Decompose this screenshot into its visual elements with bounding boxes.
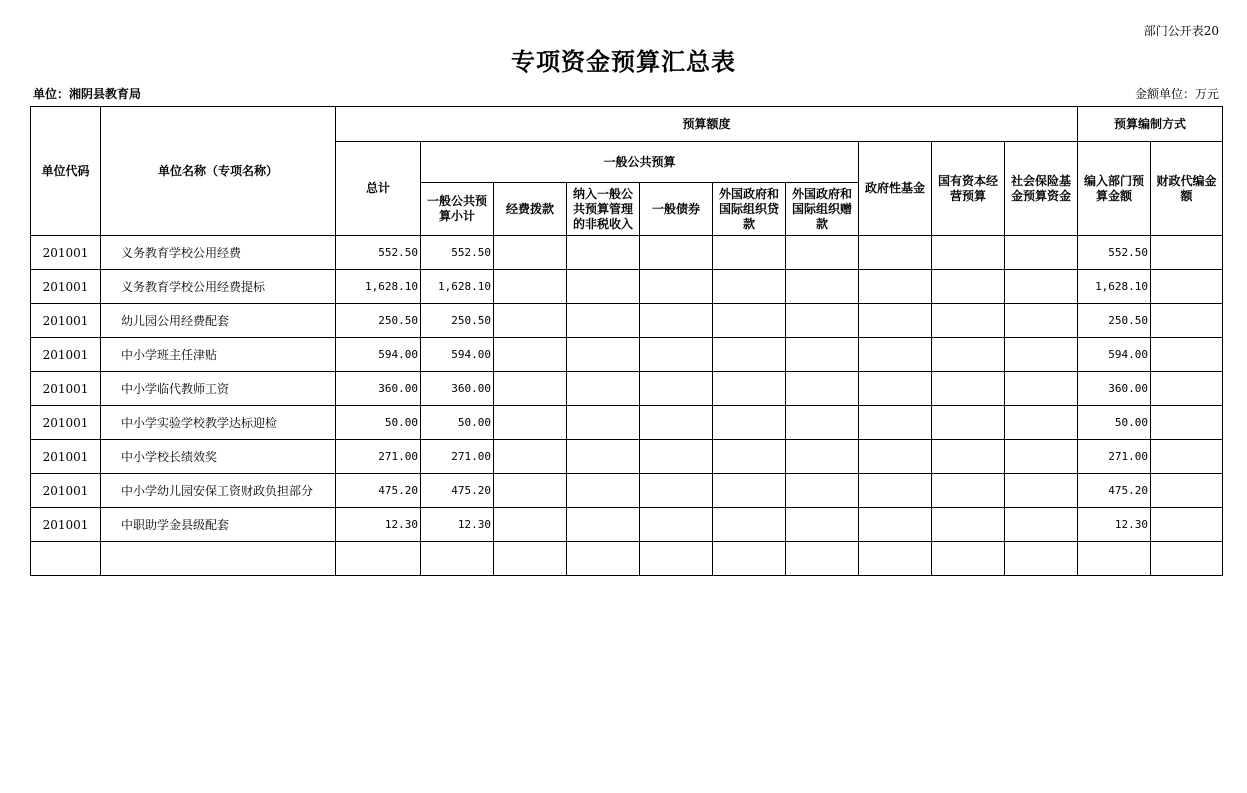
table-row [31, 406, 1223, 440]
cell-funds [494, 440, 567, 474]
cell-social-security [1005, 270, 1078, 304]
cell-code: 201001 [31, 372, 101, 406]
col-total: 总计 [336, 142, 421, 236]
cell-foreign-grants [786, 474, 859, 508]
cell-total: 12.30 [336, 508, 421, 542]
cell-foreign-grants [786, 338, 859, 372]
cell-social-security [1005, 372, 1078, 406]
cell-name: 中小学幼儿园安保工资财政负担部分 [101, 474, 336, 508]
cell-gov-fund [859, 440, 932, 474]
cell-foreign-grants [786, 270, 859, 304]
col-general-public: 一般公共预算 [421, 142, 859, 183]
cell-funds [494, 406, 567, 440]
cell-subtotal: 1,628.10 [421, 270, 494, 304]
cell-dept-budget: 1,628.10 [1078, 270, 1151, 304]
cell-general-debt [640, 474, 713, 508]
cell-subtotal: 475.20 [421, 474, 494, 508]
cell-social-security [1005, 406, 1078, 440]
budget-table [30, 106, 1223, 576]
cell-code: 201001 [31, 270, 101, 304]
cell-total: 360.00 [336, 372, 421, 406]
cell-gov-fund [859, 236, 932, 270]
cell-name: 义务教育学校公用经费提标 [101, 270, 336, 304]
cell-code: 201001 [31, 474, 101, 508]
table-row [31, 304, 1223, 338]
cell-non-tax [567, 508, 640, 542]
cell-general-debt [640, 406, 713, 440]
unit-label: 单位：湘阴县教育局 [33, 87, 142, 101]
cell-finance-managed [1151, 304, 1223, 338]
cell-state-capital [932, 440, 1005, 474]
cell-finance-managed [1151, 406, 1223, 440]
cell-foreign-loans [713, 474, 786, 508]
cell-state-capital [932, 508, 1005, 542]
cell-name: 中小学实验学校教学达标迎检 [101, 406, 336, 440]
cell-empty [1005, 542, 1078, 576]
cell-non-tax [567, 474, 640, 508]
cell-social-security [1005, 338, 1078, 372]
cell-funds [494, 270, 567, 304]
cell-state-capital [932, 474, 1005, 508]
cell-state-capital [932, 236, 1005, 270]
cell-empty [31, 542, 101, 576]
col-gov-fund: 政府性基金 [859, 142, 932, 236]
cell-code: 201001 [31, 406, 101, 440]
cell-state-capital [932, 372, 1005, 406]
table-row-empty [31, 542, 1223, 576]
cell-foreign-loans [713, 304, 786, 338]
cell-empty [567, 542, 640, 576]
cell-social-security [1005, 236, 1078, 270]
cell-foreign-grants [786, 372, 859, 406]
cell-code: 201001 [31, 304, 101, 338]
cell-finance-managed [1151, 270, 1223, 304]
cell-social-security [1005, 304, 1078, 338]
cell-foreign-loans [713, 270, 786, 304]
cell-general-debt [640, 304, 713, 338]
amount-unit-label: 金额单位：万元 [1134, 87, 1219, 101]
cell-foreign-grants [786, 440, 859, 474]
cell-general-debt [640, 270, 713, 304]
cell-foreign-loans [713, 406, 786, 440]
table-header [31, 107, 1223, 236]
cell-subtotal: 12.30 [421, 508, 494, 542]
col-name: 单位名称（专项名称） [101, 107, 336, 236]
cell-non-tax [567, 372, 640, 406]
table-body [31, 236, 1223, 576]
cell-name: 中职助学金县级配套 [101, 508, 336, 542]
cell-state-capital [932, 270, 1005, 304]
cell-dept-budget: 360.00 [1078, 372, 1151, 406]
cell-subtotal: 594.00 [421, 338, 494, 372]
cell-dept-budget: 594.00 [1078, 338, 1151, 372]
cell-non-tax [567, 236, 640, 270]
cell-empty [421, 542, 494, 576]
cell-total: 271.00 [336, 440, 421, 474]
col-non-tax: 纳入一般公共预算管理的非税收入 [567, 183, 640, 236]
cell-non-tax [567, 304, 640, 338]
form-number: 部门公开表20 [1143, 24, 1219, 38]
cell-social-security [1005, 508, 1078, 542]
col-code: 单位代码 [31, 107, 101, 236]
col-dept-budget: 编入部门预算金额 [1078, 142, 1151, 236]
cell-foreign-loans [713, 236, 786, 270]
cell-empty [336, 542, 421, 576]
cell-dept-budget: 250.50 [1078, 304, 1151, 338]
cell-empty [640, 542, 713, 576]
cell-gov-fund [859, 474, 932, 508]
col-budget-method: 预算编制方式 [1078, 107, 1223, 142]
col-foreign-loans: 外国政府和国际组织贷款 [713, 183, 786, 236]
cell-gov-fund [859, 304, 932, 338]
cell-non-tax [567, 270, 640, 304]
cell-state-capital [932, 338, 1005, 372]
cell-general-debt [640, 338, 713, 372]
cell-empty [859, 542, 932, 576]
cell-empty [1151, 542, 1223, 576]
cell-total: 1,628.10 [336, 270, 421, 304]
cell-empty [494, 542, 567, 576]
cell-non-tax [567, 440, 640, 474]
cell-finance-managed [1151, 474, 1223, 508]
cell-funds [494, 236, 567, 270]
cell-state-capital [932, 406, 1005, 440]
cell-foreign-loans [713, 372, 786, 406]
cell-empty [932, 542, 1005, 576]
cell-gov-fund [859, 508, 932, 542]
cell-gov-fund [859, 270, 932, 304]
cell-non-tax [567, 406, 640, 440]
cell-foreign-loans [713, 338, 786, 372]
table-row [31, 440, 1223, 474]
cell-total: 475.20 [336, 474, 421, 508]
cell-foreign-loans [713, 508, 786, 542]
cell-subtotal: 552.50 [421, 236, 494, 270]
cell-code: 201001 [31, 236, 101, 270]
cell-empty [1078, 542, 1151, 576]
cell-foreign-grants [786, 304, 859, 338]
cell-name: 义务教育学校公用经费 [101, 236, 336, 270]
col-general-debt: 一般债券 [640, 183, 713, 236]
page-title: 专项资金预算汇总表 [511, 47, 736, 76]
cell-funds [494, 474, 567, 508]
cell-code: 201001 [31, 440, 101, 474]
cell-foreign-loans [713, 440, 786, 474]
table-row [31, 338, 1223, 372]
table-row [31, 372, 1223, 406]
cell-subtotal: 360.00 [421, 372, 494, 406]
cell-name: 中小学校长绩效奖 [101, 440, 336, 474]
cell-code: 201001 [31, 338, 101, 372]
cell-empty [713, 542, 786, 576]
cell-finance-managed [1151, 236, 1223, 270]
cell-funds [494, 372, 567, 406]
cell-empty [786, 542, 859, 576]
cell-funds [494, 304, 567, 338]
cell-gov-fund [859, 406, 932, 440]
cell-general-debt [640, 236, 713, 270]
cell-social-security [1005, 440, 1078, 474]
table-row [31, 236, 1223, 270]
col-funds: 经费拨款 [494, 183, 567, 236]
cell-dept-budget: 475.20 [1078, 474, 1151, 508]
table-row [31, 508, 1223, 542]
cell-dept-budget: 552.50 [1078, 236, 1151, 270]
cell-name: 幼儿园公用经费配套 [101, 304, 336, 338]
cell-general-debt [640, 440, 713, 474]
table-row [31, 474, 1223, 508]
col-state-capital: 国有资本经营预算 [932, 142, 1005, 236]
cell-funds [494, 508, 567, 542]
cell-total: 594.00 [336, 338, 421, 372]
cell-gov-fund [859, 372, 932, 406]
cell-empty [101, 542, 336, 576]
cell-total: 552.50 [336, 236, 421, 270]
col-social-security: 社会保险基金预算资金 [1005, 142, 1078, 236]
col-finance-managed: 财政代编金额 [1151, 142, 1223, 236]
cell-general-debt [640, 508, 713, 542]
cell-dept-budget: 271.00 [1078, 440, 1151, 474]
col-budget-amount: 预算额度 [336, 107, 1078, 142]
cell-gov-fund [859, 338, 932, 372]
cell-subtotal: 50.00 [421, 406, 494, 440]
col-subtotal: 一般公共预算小计 [421, 183, 494, 236]
cell-general-debt [640, 372, 713, 406]
cell-finance-managed [1151, 372, 1223, 406]
cell-code: 201001 [31, 508, 101, 542]
cell-total: 50.00 [336, 406, 421, 440]
cell-foreign-grants [786, 406, 859, 440]
cell-total: 250.50 [336, 304, 421, 338]
cell-dept-budget: 12.30 [1078, 508, 1151, 542]
cell-subtotal: 271.00 [421, 440, 494, 474]
cell-finance-managed [1151, 440, 1223, 474]
cell-state-capital [932, 304, 1005, 338]
cell-non-tax [567, 338, 640, 372]
cell-name: 中小学临代教师工资 [101, 372, 336, 406]
cell-finance-managed [1151, 338, 1223, 372]
cell-subtotal: 250.50 [421, 304, 494, 338]
col-foreign-grants: 外国政府和国际组织赠款 [786, 183, 859, 236]
cell-funds [494, 338, 567, 372]
cell-dept-budget: 50.00 [1078, 406, 1151, 440]
cell-name: 中小学班主任津贴 [101, 338, 336, 372]
cell-foreign-grants [786, 236, 859, 270]
table-row [31, 270, 1223, 304]
cell-foreign-grants [786, 508, 859, 542]
cell-finance-managed [1151, 508, 1223, 542]
cell-social-security [1005, 474, 1078, 508]
